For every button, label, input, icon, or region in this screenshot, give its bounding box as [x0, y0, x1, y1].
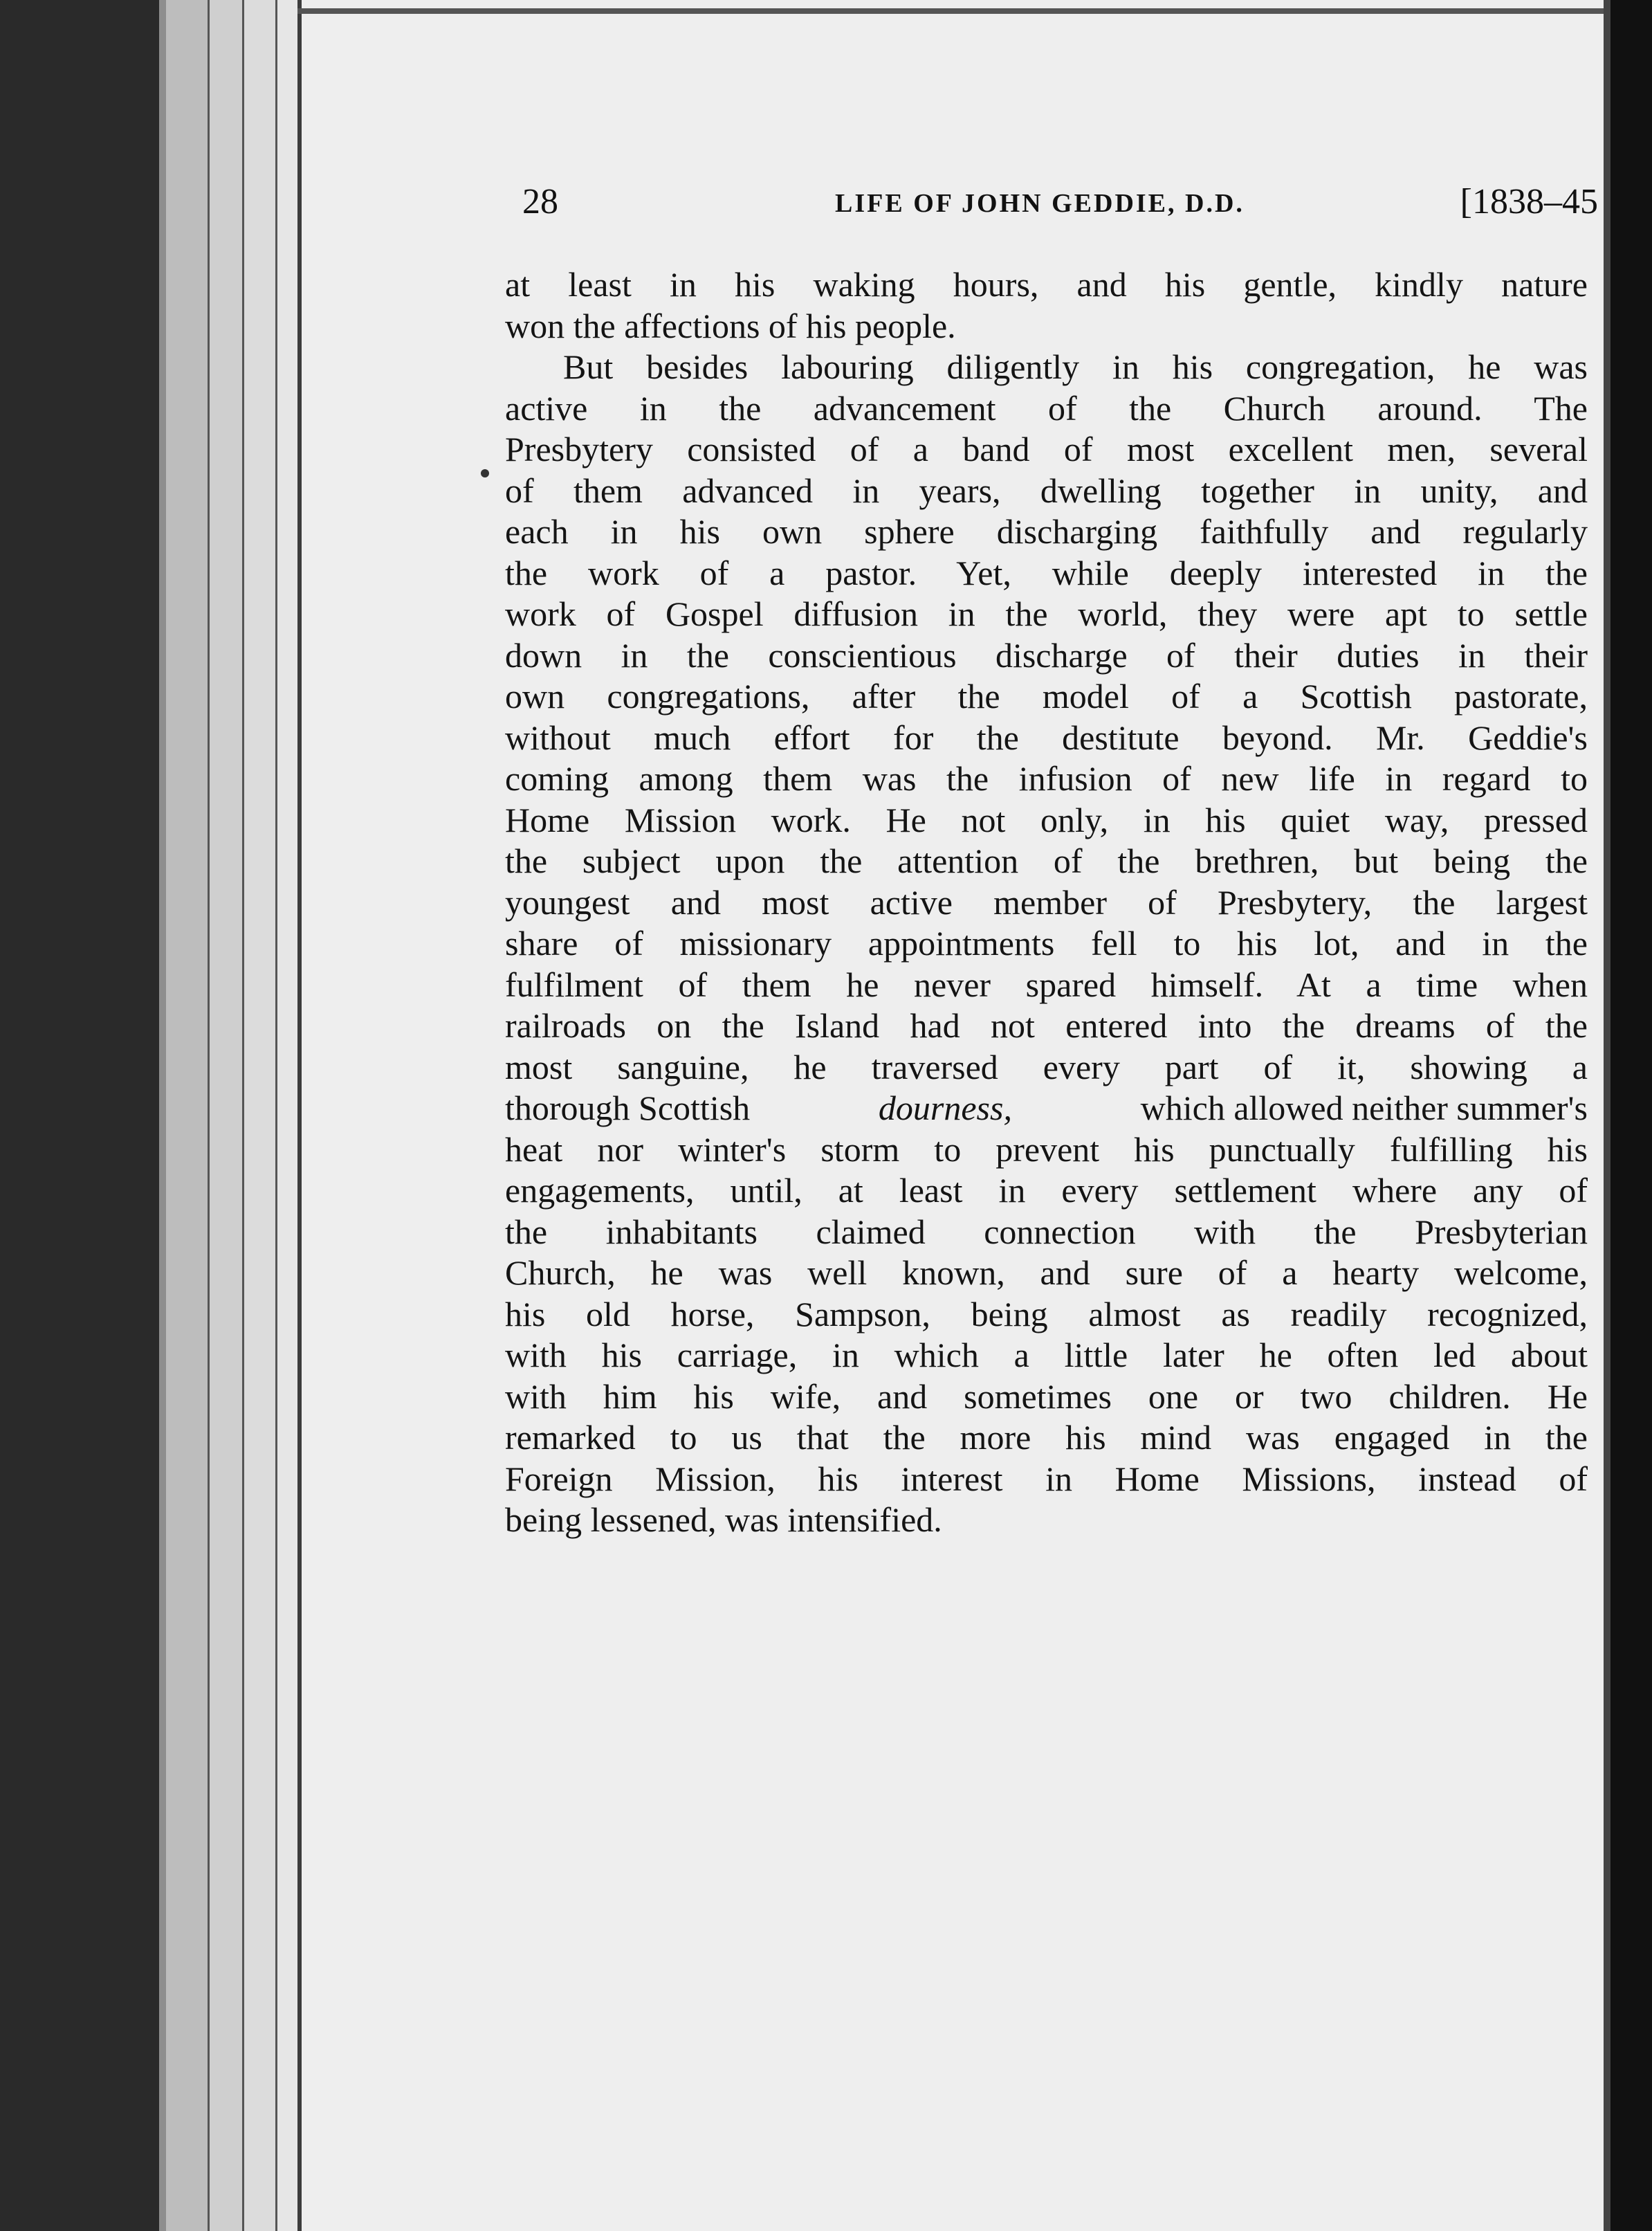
scanner-background-right	[1610, 0, 1652, 2231]
page-number: 28	[522, 182, 558, 221]
text-line: each in his own sphere discharging faithfully and regularly	[505, 512, 1588, 551]
text-line: engagements, until, at least in every settlement where any of	[505, 1171, 1588, 1210]
text-line: work of Gospel diffusion in the world, they were apt to settle	[505, 594, 1588, 633]
text-line: fulfilment of them he never spared himself. At a time when	[505, 965, 1588, 1004]
page-top-edge	[297, 8, 1612, 14]
text-line: railroads on the Island had not entered into the dreams of the	[505, 1006, 1588, 1045]
text-line: without much effort for the destitute beyond. Mr. Geddie's	[505, 718, 1588, 757]
text-line: Presbytery consisted of a band of most excellent men, several	[505, 430, 1588, 468]
text-line: heat nor winter's storm to prevent his punctually fulfilling his	[505, 1129, 1588, 1169]
body-text	[505, 264, 1588, 1541]
text-line: Home Mission work. He not only, in his quiet way, pressed	[505, 800, 1588, 839]
text-line: remarked to us that the more his mind was engaged in the	[505, 1418, 1588, 1457]
text-line: active in the advancement of the Church around. The	[505, 388, 1588, 428]
text-line: Foreign Mission, his interest in Home Missions, instead of	[505, 1459, 1588, 1498]
text-line: own congregations, after the model of a Scottish pastorate,	[505, 677, 1588, 716]
binding-shadow	[1604, 0, 1610, 2231]
page-header	[522, 181, 1598, 237]
text-line: at least in his waking hours, and his gentle, kindly nature	[505, 265, 1588, 304]
text-line: with him his wife, and sometimes one or two children. He	[505, 1376, 1588, 1416]
italic-word: dourness,	[878, 1089, 1012, 1127]
page-edge-line	[275, 0, 277, 2231]
page-edge-line	[208, 0, 210, 2231]
running-title: LIFE OF JOHN GEDDIE, D.D.	[835, 189, 1245, 218]
text-line: the inhabitants claimed connection with the Presbyterian	[505, 1212, 1588, 1251]
text-line: of them advanced in years, dwelling together in unity, and	[505, 471, 1588, 510]
text-line	[505, 1088, 1588, 1129]
text-line: won the affections of his people.	[505, 306, 956, 345]
text-line: But besides labouring diligently in his congregation, he was	[563, 347, 1588, 386]
text-line: youngest and most active member of Presbytery, the largest	[505, 882, 1588, 922]
text-segment: thorough Scottish	[505, 1089, 751, 1127]
text-line: the work of a pastor. Yet, while deeply interested in the	[505, 553, 1588, 592]
ink-speck	[481, 469, 489, 477]
text-line: his old horse, Sampson, being almost as readily recognized,	[505, 1294, 1588, 1333]
text-line: being lessened, was intensified.	[505, 1500, 942, 1539]
date-range: [1838–45	[1460, 182, 1598, 221]
text-line: coming among them was the infusion of new life in regard to	[505, 759, 1588, 798]
text-line: with his carriage, in which a little later he often led about	[505, 1336, 1588, 1374]
text-segment: which allowed neither summer's	[1140, 1089, 1588, 1127]
text-line: share of missionary appointments fell to his lot, and in the	[505, 924, 1588, 963]
text-line: down in the conscientious discharge of their duties in their	[505, 635, 1588, 675]
page-edge-line	[242, 0, 244, 2231]
text-line: the subject upon the attention of the brethren, but being the	[505, 841, 1588, 880]
scanner-background-left	[0, 0, 166, 2231]
text-line: most sanguine, he traversed every part of it, showing a	[505, 1047, 1588, 1086]
text-line: Church, he was well known, and sure of a hearty welcome,	[505, 1253, 1588, 1292]
